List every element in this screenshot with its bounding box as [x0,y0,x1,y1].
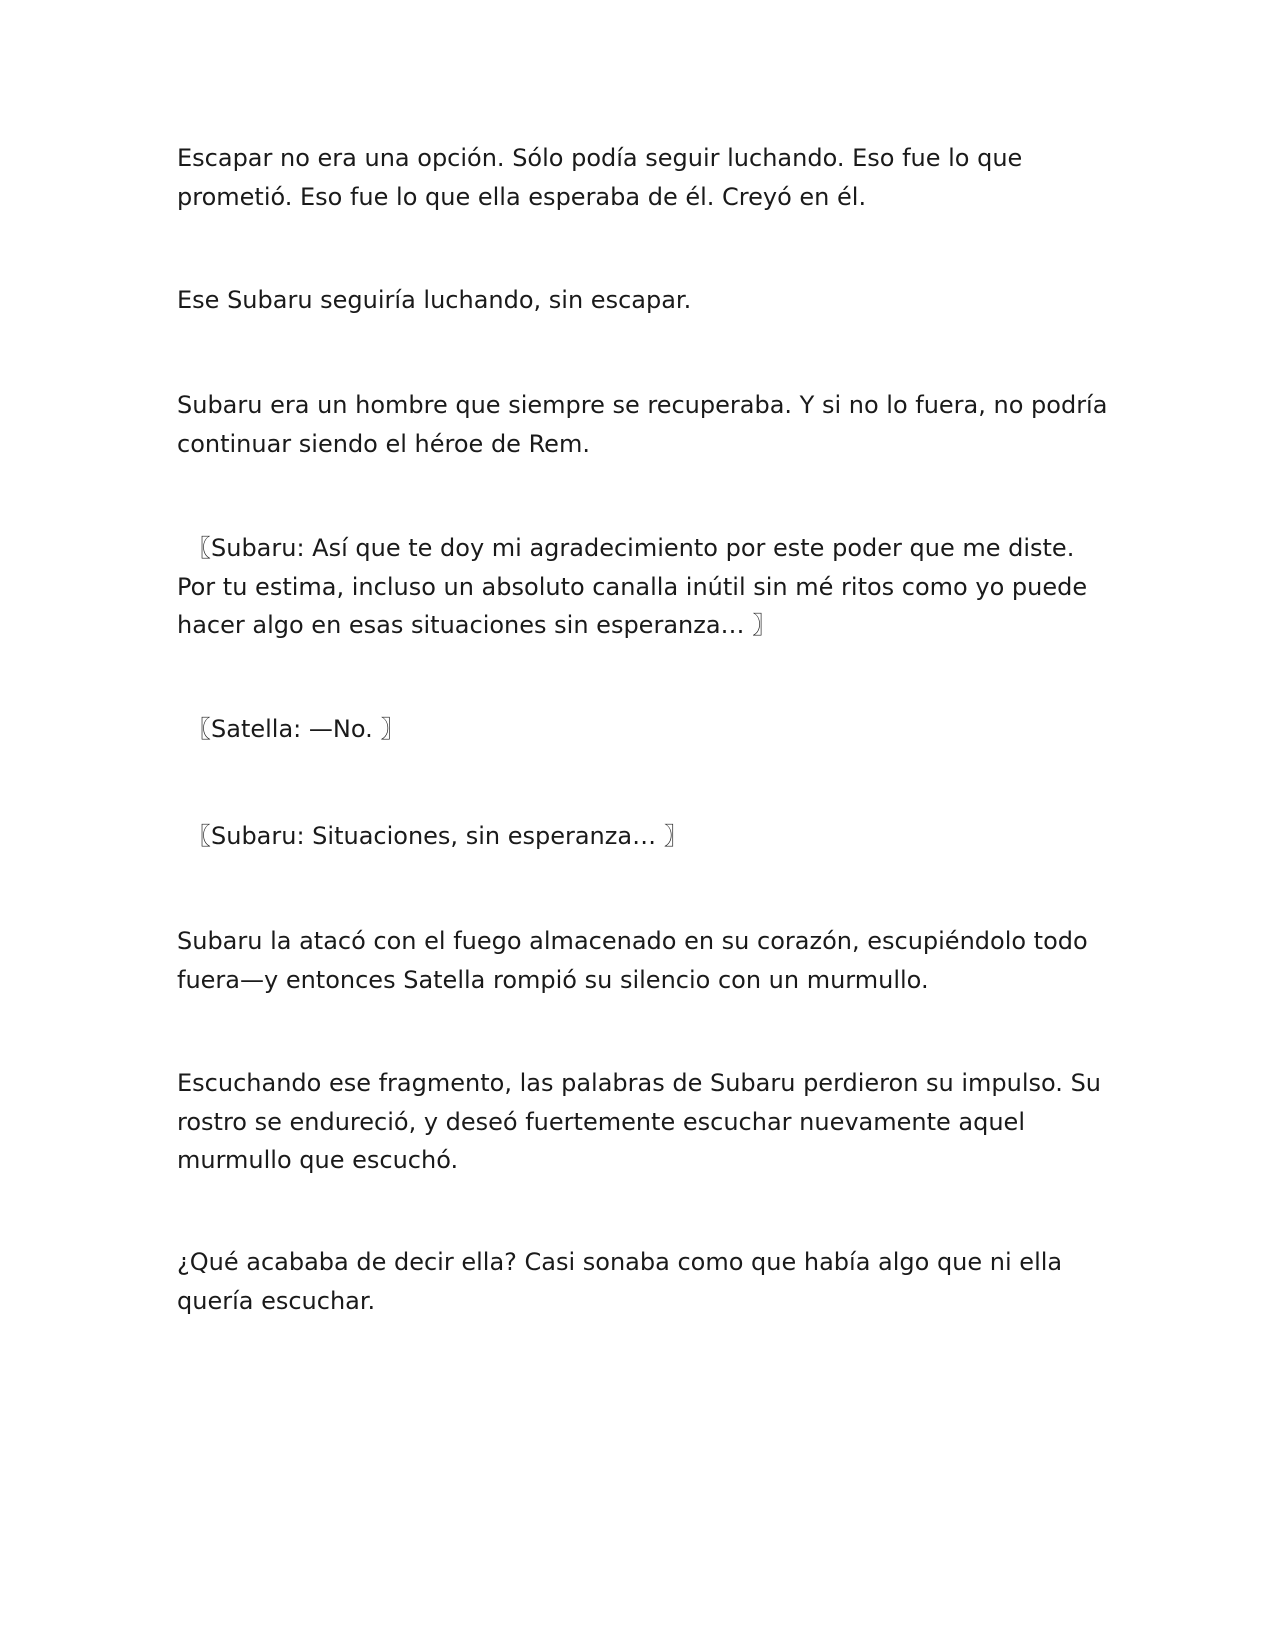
paragraph-line: Escapar no era una opción. Sólo podía seguir luchando. Eso fue lo que [177,144,1023,172]
paragraph-line: Escuchando ese fragmento, las palabras de Subaru perdieron su impulso. Su [177,1069,1102,1097]
paragraph-line: Ese Subaru seguiría luchando, sin escapar. [177,286,692,314]
paragraph-line: murmullo que escuchó. [177,1146,459,1174]
paragraph-line: prometió. Eso fue lo que ella esperaba de él. Creyó en él. [177,182,867,211]
paragraph-subaru-attacks [177,922,1107,999]
paragraph-line: quería escuchar. [177,1286,376,1315]
paragraph-line: fuera—y entonces Satella rompió su silencio con un murmullo. [177,965,929,994]
paragraph-line: continuar siendo el héroe de Rem. [177,429,590,458]
dialogue-line: 〖Subaru: Así que te doy mi agradecimiento por este poder que me diste. [187,534,1075,562]
paragraph-subaru-keeps-fighting [177,281,1107,320]
paragraph-fragment-heard [177,1064,1107,1180]
dialogue-line: 〖Satella: —No. 〗 [187,715,405,743]
dialogue-satella-no [177,710,1107,749]
dialogue-subaru-hopeless [177,817,1107,856]
paragraph-line: Subaru era un hombre que siempre se recuperaba. Y si no lo fuera, no podría [177,391,1108,419]
paragraph-what-did-she-say [177,1243,1107,1320]
paragraph-line: Subaru la atacó con el fuego almacenado en su corazón, escupiéndolo todo [177,927,1088,955]
dialogue-line: Por tu estima, incluso un absoluto canalla inútil sin mé ritos como yo puede [177,572,1088,601]
dialogue-line: 〖Subaru: Situaciones, sin esperanza… 〗 [187,822,688,850]
paragraph-subaru-recovers [177,386,1107,463]
paragraph-escape-not-option [177,139,1107,216]
paragraph-line: rostro se endureció, y deseó fuertemente escuchar nuevamente aquel [177,1107,1025,1136]
paragraph-line: ¿Qué acababa de decir ella? Casi sonaba como que había algo que ni ella [177,1248,1063,1276]
dialogue-subaru-gratitude [177,529,1107,645]
dialogue-line: hacer algo en esas situaciones sin esperanza… 〗 [177,611,777,639]
